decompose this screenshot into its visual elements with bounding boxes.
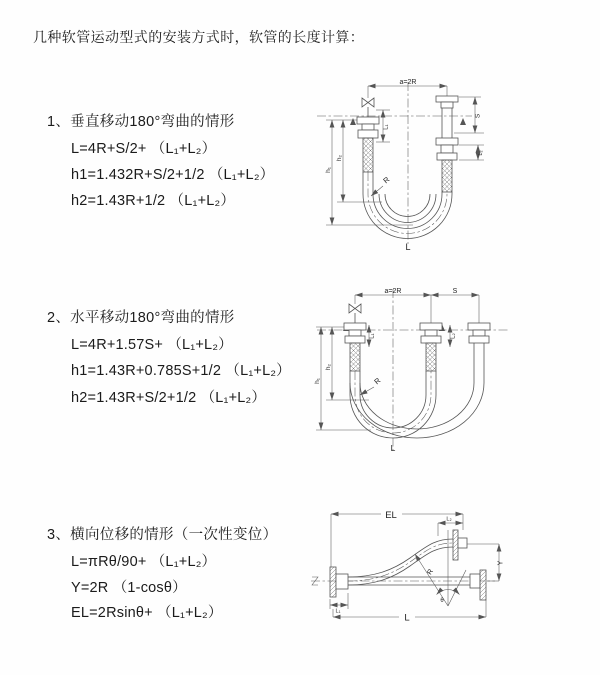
dim-label-l1: L₁ xyxy=(335,608,341,615)
hose-fitting-right-moved xyxy=(468,323,490,355)
dimension-l2 xyxy=(438,523,463,536)
section-2-formula-h1: h1=1.43R+0.785S+1/2 （L₁+L₂） xyxy=(71,363,291,379)
dim-label-h2: h₂ xyxy=(336,154,343,162)
hose-fitting-left xyxy=(343,323,366,371)
dimension-el xyxy=(331,514,463,567)
flange-right-upper xyxy=(453,530,467,560)
flange-right-lower xyxy=(480,570,486,600)
flange-left xyxy=(330,567,348,597)
fixed-point-arrow-icon xyxy=(350,118,356,125)
centerlines xyxy=(317,289,509,451)
dim-label-h2: h₂ xyxy=(325,363,332,371)
section-3-heading: 3、横向位移的情形（一次性变位） xyxy=(47,527,278,543)
braided-hose-section xyxy=(442,160,452,192)
section-2-heading: 2、水平移动180°弯曲的情形 xyxy=(47,310,235,326)
length-label: L xyxy=(390,443,396,453)
diagram-lateral-displacement xyxy=(303,506,508,641)
section-2-formula-h2: h2=1.43R+S/2+1/2 （L₁+L₂） xyxy=(71,390,267,406)
theta-label: θ xyxy=(440,598,444,604)
dim-label-s: S xyxy=(452,288,458,295)
diagram-horizontal-180-bend xyxy=(313,283,515,458)
dim-label-a2r: a=2R xyxy=(384,288,402,295)
dim-label-l2: L₂ xyxy=(450,333,457,339)
radius-label: R xyxy=(426,568,436,577)
radius-label: R xyxy=(372,375,383,387)
dim-label-y: Y xyxy=(497,560,505,566)
section-3-formula-Y: Y=2R （1-cosθ） xyxy=(71,580,187,596)
braided-hose-section xyxy=(363,138,373,172)
fixed-point-arrow-icon xyxy=(460,118,466,125)
dim-label-l2: L₂ xyxy=(478,150,484,156)
braided-hose-section xyxy=(426,343,436,371)
valve-icon xyxy=(349,295,361,323)
hose-fitting-left xyxy=(350,117,379,172)
dim-label-l2: L₂ xyxy=(446,516,452,523)
section-3-formula-L: L=πRθ/90+ （L₁+L₂） xyxy=(71,554,217,570)
hose-fitting-middle xyxy=(420,323,445,371)
dimension-a2r xyxy=(368,86,447,96)
section-1-heading: 1、垂直移动180°弯曲的情形 xyxy=(47,114,235,130)
hose-fitting-right xyxy=(436,96,466,192)
diagram-vertical-180-bend xyxy=(312,74,527,254)
hose-s-curve xyxy=(348,539,453,585)
hose-u-bend xyxy=(350,355,484,438)
dim-label-s: S xyxy=(474,113,482,119)
hose-u-bend xyxy=(363,172,452,239)
valve-icon xyxy=(362,86,374,117)
radius-leader xyxy=(360,387,374,395)
dim-label-el: EL xyxy=(385,510,397,521)
length-label: L xyxy=(405,242,411,252)
length-label: L xyxy=(404,612,410,624)
radius-label: R xyxy=(381,174,392,186)
dim-label-l1: L₁ xyxy=(369,333,376,339)
dim-label-h1: h₁ xyxy=(325,167,332,173)
dim-label-l1: L₁ xyxy=(383,124,390,130)
section-3-formula-EL: EL=2Rsinθ+ （L₁+L₂） xyxy=(71,605,223,621)
dimension-a2r-s xyxy=(355,295,479,323)
section-2-formula-L: L=4R+1.57S+ （L₁+L₂） xyxy=(71,337,233,353)
braided-hose-section xyxy=(350,343,360,371)
section-1-formula-h1: h1=1.432R+S/2+1/2 （L₁+L₂） xyxy=(71,167,275,183)
section-1-formula-L: L=4R+S/2+ （L₁+L₂） xyxy=(71,141,217,157)
section-1-formula-h2: h2=1.43R+1/2 （L₁+L₂） xyxy=(71,193,236,209)
page-title: 几种软管运动型式的安装方式时，软管的长度计算： xyxy=(33,29,365,45)
dim-label-h1: h₁ xyxy=(314,378,321,384)
dim-label-a2r: a=2R xyxy=(399,79,417,86)
pipe-original-position xyxy=(348,570,486,600)
